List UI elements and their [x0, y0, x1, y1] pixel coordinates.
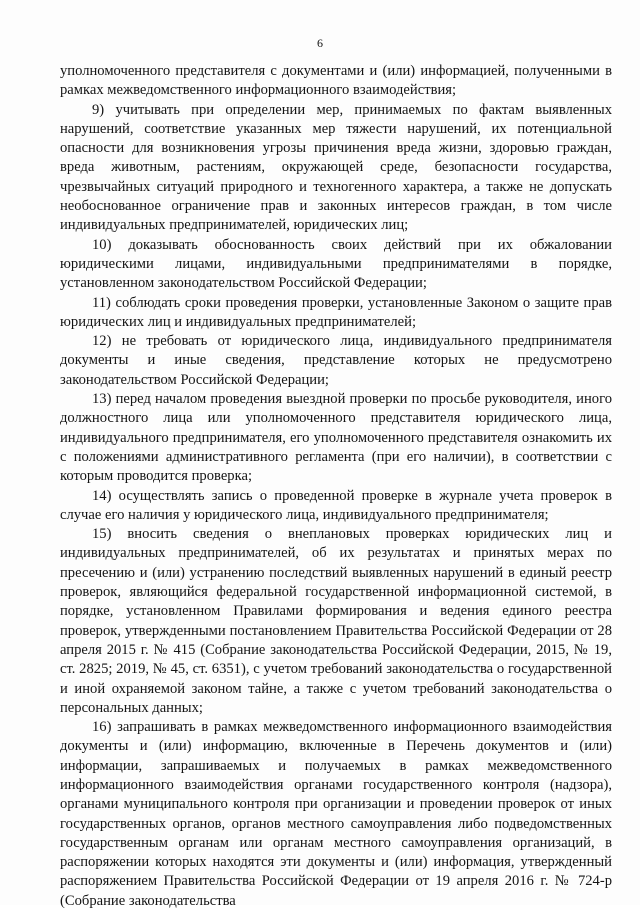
paragraph-item-12: 12) не требовать от юридического лица, индивидуального предпринимателя документы и иные сведения, представление которых не предусмотрено законодательством Российской Федерации; [60, 333, 612, 388]
paragraph-item-11: 11) соблюдать сроки проведения проверки, установленные Законом о защите прав юридических лиц и индивидуальных предпринимателей; [60, 294, 612, 330]
paragraph-item-15: 15) вносить сведения о внеплановых проверках юридических лиц и индивидуальных предпринимателей, об их результатах и принятых мерах по пресечению и (или) устранению последствий выявленных нарушений в единый реестр проверок, являющийся федеральной государственной информационной системой, в порядке, установленном Правилами формирования и ведения единого реестра проверок, утвержденными постановлением Правительства Российской Федерации от 28 апреля 2015 г. № 415 (Собрание законодательства Российской Федерации, 2015, № 19, ст. 2825; 2019, № 45, ст. 6351), с учетом требований законодательства о государственной и иной охраняемой законом тайне, а также с учетом требований законодательства о персональных данных; [60, 526, 612, 716]
paragraph-continuation: уполномоченного представителя с документами и (или) информацией, полученными в рамках межведомственного информационного взаимодействия; [60, 63, 612, 99]
paragraph-item-14: 14) осуществлять запись о проведенной проверке в журнале учета проверок в случае его наличия у юридического лица, индивидуального предпринимателя; [60, 487, 612, 523]
page-number: 6 [317, 36, 323, 50]
paragraph-item-13: 13) перед началом проведения выездной проверки по просьбе руководителя, иного должностного лица или уполномоченного представителя юридического лица, индивидуального предпринимателя, его уполномоченного представителя ознакомить их с положениями административного регламента (при его наличии), в соответствии с которым проводится проверка; [60, 391, 612, 485]
paragraph-item-9: 9) учитывать при определении мер, принимаемых по фактам выявленных нарушений, соответствие указанных мер тяжести нарушений, их потенциальной опасности для возникновения угрозы причинения вреда жизни, здоровью граждан, вреда животным, растениям, окружающей среде, безопасности государства, чрезвычайных ситуаций природного и техногенного характера, а также не допускать необоснованное ограничение прав и законных интересов граждан, в том числе индивидуальных предпринимателей, юридических лиц; [60, 101, 612, 234]
paragraph-item-16: 16) запрашивать в рамках межведомственного информационного взаимодействия документы и (или) информацию, включенные в Перечень документов и (или) информации, запрашиваемых и получаемых в рамках межведомственного информационного взаимодействия органами государственного контроля (надзора), органами муниципального контроля при организации и проведении проверок от иных государственных органов, органов местного самоуправления либо подведомственных государственным органам или органам местного самоуправления организаций, в распоряжении которых находятся эти документы и (или) информация, утвержденный распоряжением Правительства Российской Федерации от 19 апреля 2016 г. № 724-р (Собрание законодательства [60, 719, 612, 909]
paragraph-item-10: 10) доказывать обоснованность своих действий при их обжаловании юридическими лицами, индивидуальными предпринимателями в порядке, установленном законодательством Российской Федерации; [60, 236, 612, 292]
document-body [60, 62, 612, 911]
